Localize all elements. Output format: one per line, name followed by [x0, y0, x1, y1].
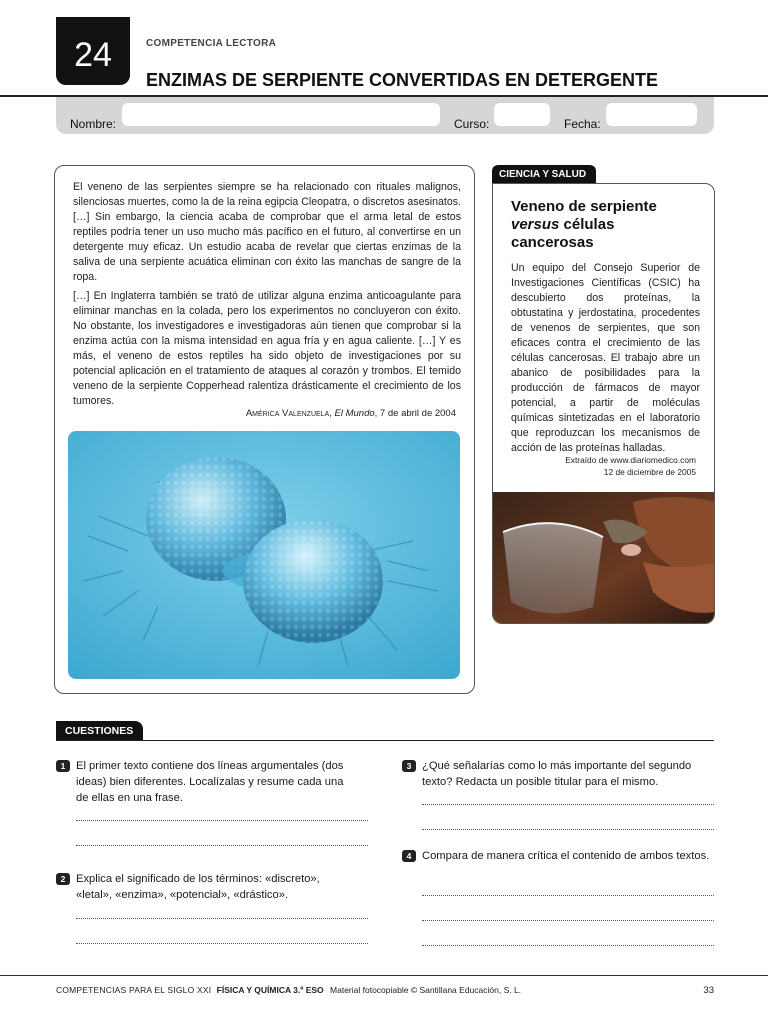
sidebar-title-versus: versus: [511, 216, 560, 233]
name-label: Nombre:: [70, 117, 117, 131]
answer-line[interactable]: [76, 845, 368, 846]
question-1: [56, 758, 356, 806]
page-title: ENZIMAS DE SERPIENTE CONVERTIDAS EN DETERGENTE: [146, 70, 659, 90]
question-number: 4: [402, 850, 416, 862]
sidebar-source-date: 12 de diciembre de 2005: [603, 467, 696, 477]
question-3: [402, 758, 714, 790]
sidebar-source-site: Extraído de www.diariomedico.com: [565, 455, 696, 465]
article-paragraph-2: […] En Inglaterra también se trató de utilizar alguna enzima anticoagulante para eliminar manchas en la colada, pero los experimentos no concluyeron con éxito. No obstante, los investigadores e investigadoras aún tienen que comprobar si la enzima actúa con la misma intensidad en agua fría y en agua caliente. […] Y es más, el veneno de estos reptiles ha sido objeto de investigaciones por su potencial aplicación en el tratamiento de ataques al corazón y trombos. El temido veneno de la serpiente Copperhead ralentiza drásticamente el crecimiento de los tumores.: [73, 290, 461, 407]
sidebar-source: [565, 454, 696, 478]
answer-line[interactable]: [76, 918, 368, 919]
date-field[interactable]: [606, 103, 697, 126]
course-field[interactable]: [494, 103, 550, 126]
question-number: 1: [56, 760, 70, 772]
question-2: [56, 871, 356, 903]
answer-line[interactable]: [422, 945, 714, 946]
section-label: COMPETENCIA LECTORA: [146, 38, 277, 49]
question-text: ¿Qué señalarías como lo más importante del segundo texto? Redacta un posible titular para el mismo.: [422, 760, 692, 788]
venom-extraction-illustration: [493, 492, 715, 624]
source-paper: El Mundo: [334, 408, 375, 419]
article-box: [54, 165, 475, 694]
question-4: [402, 848, 714, 864]
name-field[interactable]: [122, 103, 440, 126]
sidebar-title-rest: células cancerosas: [511, 216, 615, 251]
sidebar-text: Un equipo del Consejo Superior de Investigaciones Científicas (CSIC) ha descubierto dos proteínas, la obtustatina y jerdostatina, procedentes de venenos de serpientes, que son eficaces contra el crecimiento de las células cancerosas. El trabajo abre un abanico de posibilidades para la producción de fármacos de mayor potencial, a partir de moléculas químicas sintetizadas en el laboratorio que reproduzcan los mecanismos de acción de las proteínas halladas.: [511, 262, 700, 454]
questions-tab: CUESTIONES: [56, 721, 143, 740]
page-header: [0, 0, 768, 100]
page-footer: [56, 985, 714, 995]
answer-line[interactable]: [422, 895, 714, 896]
question-text: Compara de manera crítica el contenido de ambos textos.: [422, 850, 710, 862]
answer-line[interactable]: [422, 920, 714, 921]
page-number: 33: [703, 985, 714, 996]
footer-divider: [0, 975, 768, 976]
answer-line[interactable]: [76, 820, 368, 821]
article-text: [73, 180, 461, 409]
sidebar-title-line1: Veneno de serpiente: [511, 198, 657, 215]
article-paragraph-1: El veneno de las serpientes siempre se ha relacionado con rituales malignos, silenciosas muertes, como la de la reina egipcia Cleopatra, o discretos asesinatos. […] Sin embargo, la ciencia acaba de comprobar que el arma letal de estos reptiles podría tener un uso mucho más pacífico en el futuro, al convertirse en un detergente muy eficaz. Un estudio acaba de revelar que ciertas enzimas de la saliva de una serpiente acuática eliminan con éxito las manchas de sangre de la ropa.: [73, 181, 461, 283]
answer-line[interactable]: [76, 943, 368, 944]
date-label: Fecha:: [564, 117, 601, 131]
question-text: El primer texto contiene dos líneas argumentales (dos ideas) bien diferentes. Localízalas y resume cada una de ellas en una frase.: [76, 760, 344, 804]
cancer-cells-image: [68, 431, 460, 679]
footer-series: COMPETENCIAS PARA EL SIGLO XXI: [56, 985, 212, 995]
questions-divider: [56, 740, 714, 741]
source-date: , 7 de abril de 2004: [374, 408, 456, 419]
snake-venom-photo: [493, 492, 715, 624]
sidebar-box: [492, 183, 715, 624]
source-author: América Valenzuela: [245, 408, 330, 419]
student-info-bar: [56, 97, 714, 134]
unit-number: 24: [74, 35, 112, 74]
footer-book: FÍSICA Y QUÍMICA 3.º ESO: [216, 985, 324, 995]
source-separator: ,: [329, 408, 335, 419]
course-label: Curso:: [454, 117, 490, 131]
unit-number-badge: [56, 17, 130, 85]
sidebar-tab: CIENCIA Y SALUD: [492, 165, 596, 183]
footer-rights: Material fotocopiable © Santillana Educación, S. L.: [330, 985, 522, 995]
answer-line[interactable]: [422, 829, 714, 830]
sidebar-title: [511, 198, 701, 252]
article-source: [246, 408, 456, 419]
answer-line[interactable]: [422, 804, 714, 805]
question-text: Explica el significado de los términos: «discreto», «letal», «enzima», «potencial», «drástico».: [76, 873, 320, 901]
question-number: 2: [56, 873, 70, 885]
question-number: 3: [402, 760, 416, 772]
cancer-cells-illustration: [68, 431, 460, 679]
